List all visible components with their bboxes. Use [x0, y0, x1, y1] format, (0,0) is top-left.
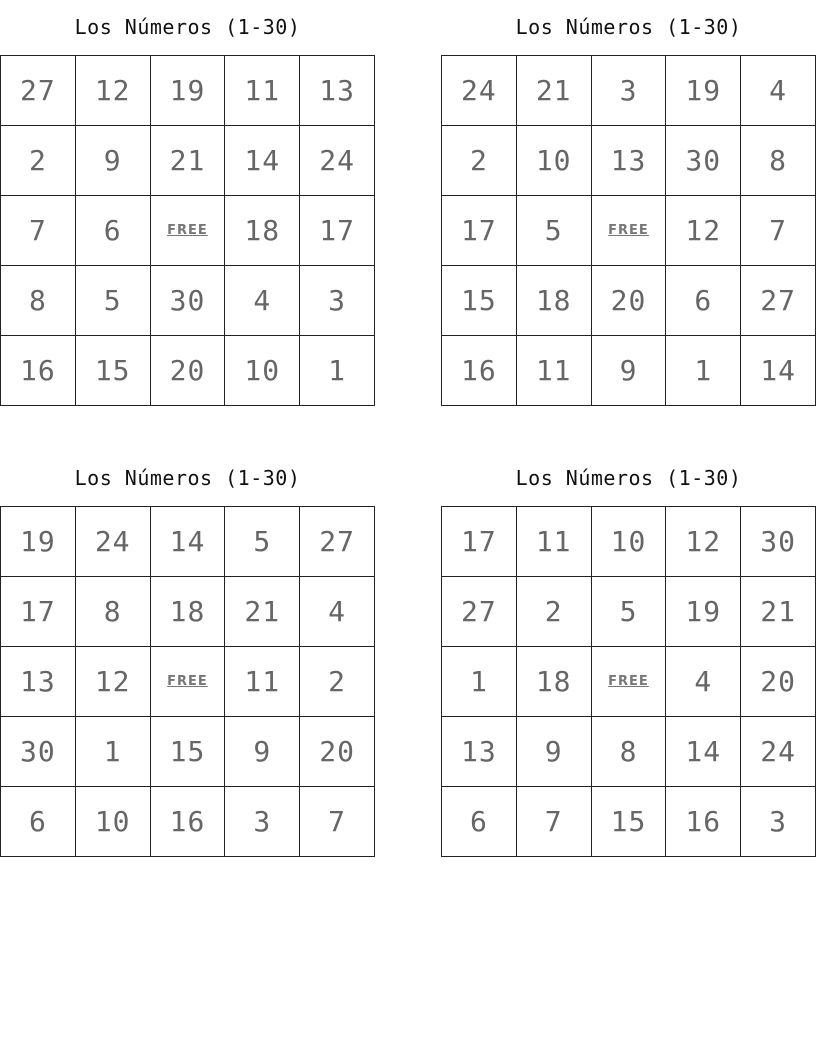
number-cell: 3 — [741, 787, 816, 857]
number-cell: 15 — [592, 787, 667, 857]
number-cell: 3 — [225, 787, 300, 857]
number-cell: 18 — [517, 647, 592, 717]
number-cell: 12 — [666, 507, 741, 577]
number-cell: 12 — [666, 196, 741, 266]
number-cell: 12 — [76, 56, 151, 126]
number-cell: 5 — [517, 196, 592, 266]
bingo-grid — [441, 506, 816, 857]
bingo-grid — [0, 55, 375, 406]
number-cell: 1 — [666, 336, 741, 406]
number-cell: 20 — [592, 266, 667, 336]
number-cell: 21 — [517, 56, 592, 126]
number-cell: 1 — [300, 336, 375, 406]
number-cell: 24 — [76, 507, 151, 577]
number-cell: 15 — [442, 266, 517, 336]
number-cell: 7 — [300, 787, 375, 857]
bingo-grid — [441, 55, 816, 406]
bingo-grid — [0, 506, 375, 857]
number-cell: 7 — [517, 787, 592, 857]
number-cell: 6 — [442, 787, 517, 857]
number-cell: 18 — [151, 577, 226, 647]
card-title: Los Números (1-30) — [74, 15, 301, 39]
number-cell: 13 — [592, 126, 667, 196]
number-cell: 8 — [76, 577, 151, 647]
number-cell: 11 — [225, 647, 300, 717]
number-cell: 1 — [442, 647, 517, 717]
free-space-cell: FREE — [151, 647, 226, 717]
number-cell: 9 — [592, 336, 667, 406]
number-cell: 20 — [741, 647, 816, 717]
free-space-cell: FREE — [592, 647, 667, 717]
number-cell: 17 — [300, 196, 375, 266]
number-cell: 13 — [300, 56, 375, 126]
free-space-cell: FREE — [592, 196, 667, 266]
bingo-card-3 — [0, 451, 375, 857]
number-cell: 14 — [666, 717, 741, 787]
bingo-card-4 — [441, 451, 816, 857]
number-cell: 30 — [151, 266, 226, 336]
number-cell: 17 — [442, 196, 517, 266]
number-cell: 9 — [517, 717, 592, 787]
number-cell: 19 — [151, 56, 226, 126]
bingo-card-1 — [0, 0, 375, 406]
number-cell: 21 — [225, 577, 300, 647]
number-cell: 4 — [300, 577, 375, 647]
number-cell: 17 — [1, 577, 76, 647]
number-cell: 13 — [1, 647, 76, 717]
number-cell: 16 — [151, 787, 226, 857]
number-cell: 14 — [225, 126, 300, 196]
number-cell: 18 — [225, 196, 300, 266]
number-cell: 24 — [300, 126, 375, 196]
number-cell: 11 — [517, 336, 592, 406]
number-cell: 18 — [517, 266, 592, 336]
number-cell: 15 — [76, 336, 151, 406]
number-cell: 27 — [442, 577, 517, 647]
number-cell: 10 — [225, 336, 300, 406]
number-cell: 9 — [225, 717, 300, 787]
number-cell: 24 — [741, 717, 816, 787]
number-cell: 16 — [442, 336, 517, 406]
number-cell: 24 — [442, 56, 517, 126]
number-cell: 30 — [1, 717, 76, 787]
number-cell: 21 — [741, 577, 816, 647]
number-cell: 14 — [151, 507, 226, 577]
number-cell: 16 — [666, 787, 741, 857]
number-cell: 4 — [225, 266, 300, 336]
number-cell: 8 — [741, 126, 816, 196]
number-cell: 12 — [76, 647, 151, 717]
number-cell: 27 — [741, 266, 816, 336]
number-cell: 2 — [517, 577, 592, 647]
number-cell: 27 — [1, 56, 76, 126]
number-cell: 27 — [300, 507, 375, 577]
number-cell: 16 — [1, 336, 76, 406]
number-cell: 5 — [592, 577, 667, 647]
number-cell: 11 — [225, 56, 300, 126]
bingo-card-2 — [441, 0, 816, 406]
number-cell: 2 — [442, 126, 517, 196]
number-cell: 10 — [76, 787, 151, 857]
number-cell: 10 — [517, 126, 592, 196]
number-cell: 20 — [300, 717, 375, 787]
number-cell: 8 — [1, 266, 76, 336]
number-cell: 21 — [151, 126, 226, 196]
card-title: Los Números (1-30) — [515, 466, 742, 490]
number-cell: 19 — [666, 56, 741, 126]
number-cell: 6 — [76, 196, 151, 266]
number-cell: 7 — [741, 196, 816, 266]
number-cell: 2 — [300, 647, 375, 717]
number-cell: 17 — [442, 507, 517, 577]
number-cell: 6 — [666, 266, 741, 336]
number-cell: 30 — [666, 126, 741, 196]
number-cell: 3 — [592, 56, 667, 126]
number-cell: 4 — [741, 56, 816, 126]
number-cell: 5 — [76, 266, 151, 336]
number-cell: 2 — [1, 126, 76, 196]
number-cell: 6 — [1, 787, 76, 857]
number-cell: 15 — [151, 717, 226, 787]
card-title: Los Números (1-30) — [515, 15, 742, 39]
number-cell: 20 — [151, 336, 226, 406]
number-cell: 7 — [1, 196, 76, 266]
number-cell: 19 — [666, 577, 741, 647]
number-cell: 14 — [741, 336, 816, 406]
number-cell: 30 — [741, 507, 816, 577]
number-cell: 11 — [517, 507, 592, 577]
number-cell: 4 — [666, 647, 741, 717]
number-cell: 9 — [76, 126, 151, 196]
number-cell: 5 — [225, 507, 300, 577]
number-cell: 8 — [592, 717, 667, 787]
number-cell: 19 — [1, 507, 76, 577]
number-cell: 10 — [592, 507, 667, 577]
number-cell: 1 — [76, 717, 151, 787]
card-title: Los Números (1-30) — [74, 466, 301, 490]
number-cell: 13 — [442, 717, 517, 787]
number-cell: 3 — [300, 266, 375, 336]
free-space-cell: FREE — [151, 196, 226, 266]
